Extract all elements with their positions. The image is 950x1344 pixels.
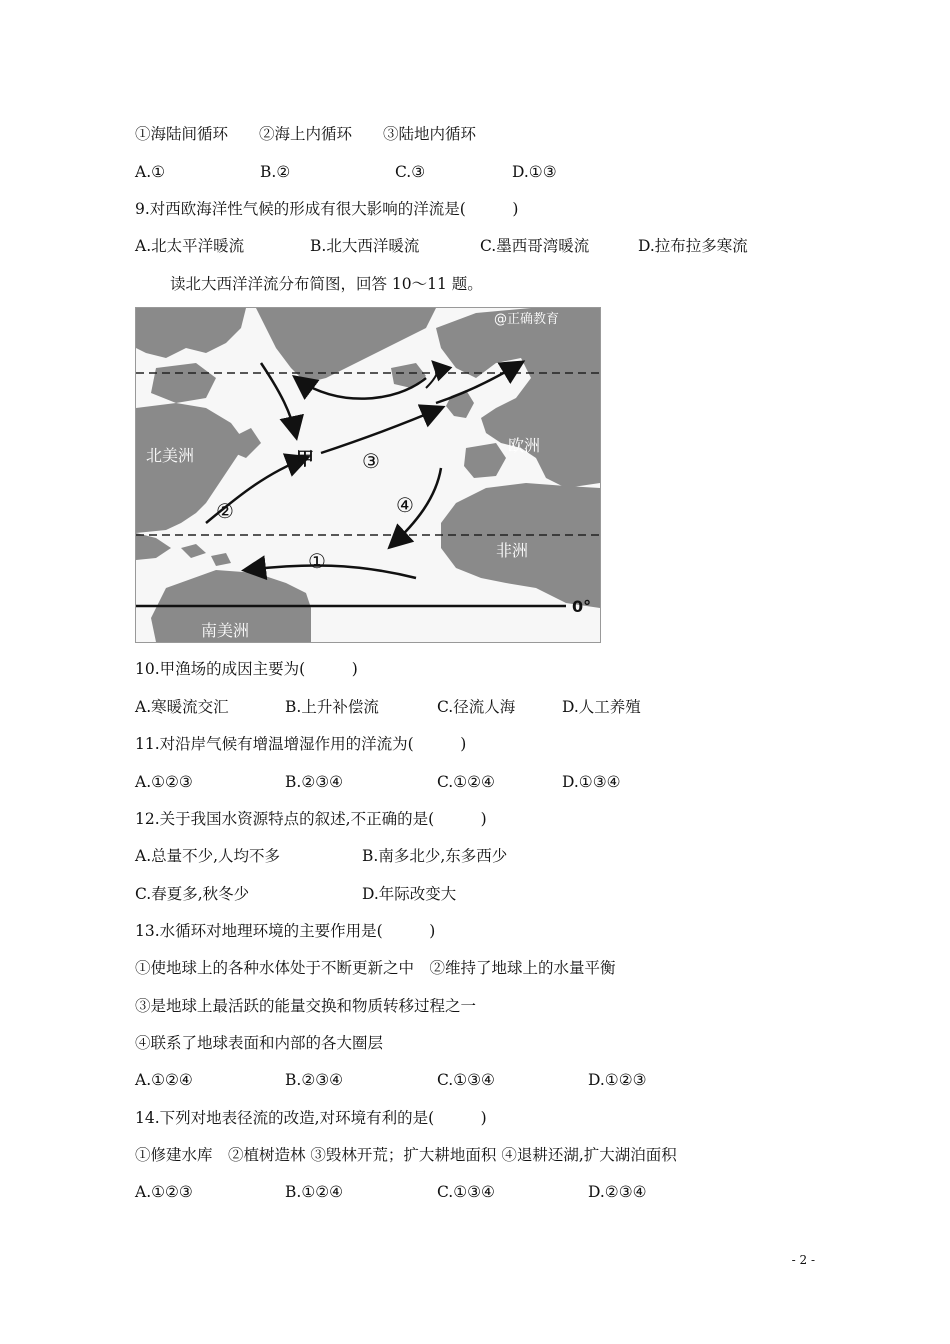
q14-option-d: D.②③④ (588, 1183, 647, 1201)
north-atlantic-current-map (135, 307, 601, 643)
q8-option-b: B.② (260, 163, 291, 181)
q14-option-c: C.①③④ (437, 1183, 495, 1201)
q11-option-a: A.①②③ (135, 773, 193, 791)
q10-option-c: C.径流人海 (437, 698, 516, 716)
q11-option-d: D.①③④ (562, 773, 621, 791)
q13-option-d: D.①②③ (588, 1071, 647, 1089)
label-equator: 0° (572, 597, 592, 616)
q13-option-a: A.①②④ (135, 1071, 193, 1089)
q10-option-d: D.人工养殖 (562, 698, 641, 716)
q8-option-c: C.③ (395, 163, 426, 181)
q14-stem: 14.下列对地表径流的改造,对环境有利的是( ) (135, 1109, 487, 1127)
label-jia: 甲 (296, 449, 314, 470)
q14-option-b: B.①②④ (285, 1183, 344, 1201)
q14-option-a: A.①②③ (135, 1183, 193, 1201)
q9-option-b: B.北大西洋暖流 (310, 237, 420, 255)
q12-option-b: B.南多北少,东多西少 (362, 847, 508, 865)
label-africa: 非洲 (496, 541, 529, 560)
page-number: - 2 - (791, 1253, 815, 1267)
q9-option-c: C.墨西哥湾暖流 (480, 237, 590, 255)
q14-items: ①修建水库 ②植树造林 ③毁林开荒；扩大耕地面积 ④退耕还湖,扩大湖泊面积 (135, 1146, 677, 1164)
q8-option-d: D.①③ (512, 163, 557, 181)
map-intro: 读北大西洋洋流分布简图，回答 10～11 题。 (170, 275, 483, 293)
q12-stem: 12.关于我国水资源特点的叙述,不正确的是( ) (135, 810, 487, 828)
label-current-4: ④ (396, 493, 414, 517)
q10-option-a: A.寒暖流交汇 (135, 698, 229, 716)
label-current-3: ③ (362, 449, 380, 473)
q13-item-2: ③是地球上最活跃的能量交换和物质转移过程之一 (135, 997, 477, 1015)
q13-option-c: C.①③④ (437, 1071, 495, 1089)
label-europe: 欧洲 (508, 436, 541, 455)
map-watermark: @正确教育 (494, 312, 560, 327)
q12-option-c: C.春夏多,秋冬少 (135, 885, 250, 903)
q10-option-b: B.上升补偿流 (285, 698, 379, 716)
q10-stem: 10.甲渔场的成因主要为( ) (135, 660, 358, 678)
q9-option-d: D.拉布拉多寒流 (638, 237, 748, 255)
q9-stem: 9.对西欧海洋性气候的形成有很大影响的洋流是( ) (135, 200, 519, 218)
q13-stem: 13.水循环对地理环境的主要作用是( ) (135, 922, 436, 940)
q13-item-1: ①使地球上的各种水体处于不断更新之中 ②维持了地球上的水量平衡 (135, 959, 616, 977)
q12-option-d: D.年际改变大 (362, 885, 457, 903)
q11-stem: 11.对沿岸气候有增温增湿作用的洋流为( ) (135, 735, 467, 753)
q13-item-3: ④联系了地球表面和内部的各大圈层 (135, 1034, 384, 1052)
label-north-america: 北美洲 (146, 446, 195, 465)
q8-option-a: A.① (135, 163, 166, 181)
q8-items: ①海陆间循环 ②海上内循环 ③陆地内循环 (135, 125, 477, 143)
q12-option-a: A.总量不少,人均不多 (135, 847, 281, 865)
label-south-america: 南美洲 (201, 621, 250, 640)
q13-option-b: B.②③④ (285, 1071, 344, 1089)
q9-option-a: A.北太平洋暖流 (135, 237, 245, 255)
q11-option-b: B.②③④ (285, 773, 344, 791)
label-current-1: ① (308, 549, 326, 573)
q11-option-c: C.①②④ (437, 773, 495, 791)
label-current-2: ② (216, 499, 234, 523)
